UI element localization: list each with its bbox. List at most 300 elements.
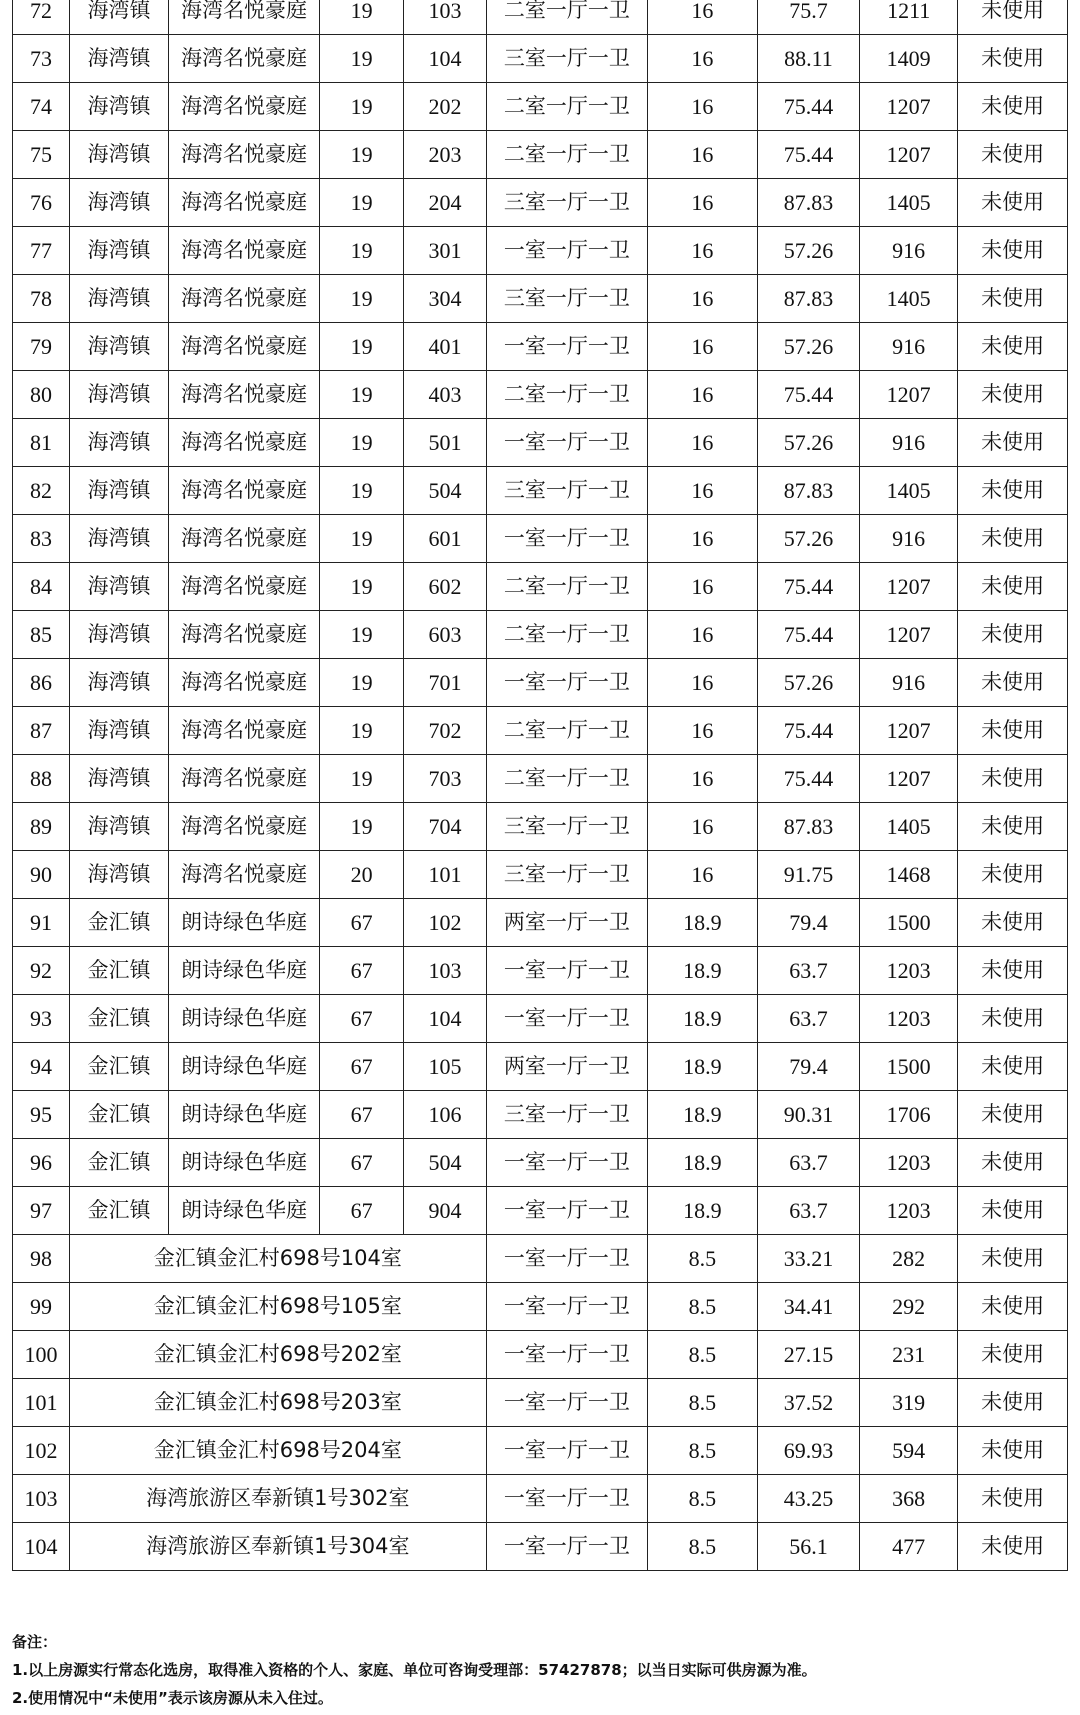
notes-title: 备注：: [12, 1633, 58, 1651]
cell-no: 102: [13, 1427, 70, 1475]
cell-price: 18.9: [648, 899, 758, 947]
cell-layout: 一室一厅一卫: [486, 1379, 647, 1427]
cell-no: 72: [13, 0, 70, 35]
cell-estate: 海湾名悦豪庭: [169, 707, 320, 755]
cell-layout: 两室一厅一卫: [486, 1043, 647, 1091]
cell-building: 19: [319, 323, 403, 371]
cell-no: 100: [13, 1331, 70, 1379]
cell-status: 未使用: [958, 1235, 1068, 1283]
cell-room: 603: [404, 611, 486, 659]
cell-estate: 朗诗绿色华庭: [169, 899, 320, 947]
cell-price: 8.5: [648, 1523, 758, 1571]
cell-area: 87.83: [757, 467, 859, 515]
table-row: [13, 515, 1068, 563]
cell-status: 未使用: [958, 1331, 1068, 1379]
cell-layout: 三室一厅一卫: [486, 851, 647, 899]
table-row: [13, 1235, 1068, 1283]
cell-building: 19: [319, 227, 403, 275]
cell-status: 未使用: [958, 179, 1068, 227]
cell-building: 19: [319, 803, 403, 851]
cell-area: 75.44: [757, 611, 859, 659]
cell-area: 87.83: [757, 179, 859, 227]
cell-building: 19: [319, 419, 403, 467]
cell-status: 未使用: [958, 1283, 1068, 1331]
notes: [12, 1628, 1072, 1712]
cell-no: 77: [13, 227, 70, 275]
cell-town: 海湾镇: [69, 179, 168, 227]
cell-price: 16: [648, 611, 758, 659]
cell-status: 未使用: [958, 227, 1068, 275]
cell-building: 67: [319, 995, 403, 1043]
cell-town: 海湾镇: [69, 659, 168, 707]
cell-price: 16: [648, 323, 758, 371]
cell-price: 8.5: [648, 1235, 758, 1283]
cell-building: 20: [319, 851, 403, 899]
cell-no: 86: [13, 659, 70, 707]
cell-status: 未使用: [958, 659, 1068, 707]
cell-rent: 231: [860, 1331, 958, 1379]
notes-line-1: 1.以上房源实行常态化选房，取得准入资格的个人、家庭、单位可咨询受理部：57427878；以当日实际可供房源为准。: [12, 1661, 817, 1679]
cell-estate: 海湾名悦豪庭: [169, 755, 320, 803]
cell-area: 57.26: [757, 323, 859, 371]
cell-rent: 1405: [860, 467, 958, 515]
cell-price: 16: [648, 371, 758, 419]
cell-estate: 朗诗绿色华庭: [169, 1091, 320, 1139]
cell-area: 75.44: [757, 563, 859, 611]
cell-estate: 朗诗绿色华庭: [169, 1187, 320, 1235]
cell-no: 78: [13, 275, 70, 323]
cell-status: 未使用: [958, 803, 1068, 851]
cell-rent: 319: [860, 1379, 958, 1427]
cell-status: 未使用: [958, 467, 1068, 515]
cell-building: 19: [319, 83, 403, 131]
cell-town: 海湾镇: [69, 563, 168, 611]
cell-layout: 二室一厅一卫: [486, 611, 647, 659]
table-row: [13, 83, 1068, 131]
cell-town: 海湾镇: [69, 275, 168, 323]
cell-town: 海湾镇: [69, 131, 168, 179]
cell-town: 海湾镇: [69, 419, 168, 467]
cell-building: 67: [319, 1187, 403, 1235]
cell-room: 102: [404, 899, 486, 947]
cell-rent: 1405: [860, 179, 958, 227]
cell-town: 海湾镇: [69, 803, 168, 851]
cell-rent: 477: [860, 1523, 958, 1571]
cell-no: 75: [13, 131, 70, 179]
cell-rent: 1500: [860, 899, 958, 947]
cell-estate: 海湾名悦豪庭: [169, 659, 320, 707]
table-row: [13, 1475, 1068, 1523]
cell-no: 104: [13, 1523, 70, 1571]
cell-price: 16: [648, 275, 758, 323]
cell-rent: 916: [860, 515, 958, 563]
cell-no: 87: [13, 707, 70, 755]
cell-rent: 1500: [860, 1043, 958, 1091]
cell-building: 19: [319, 467, 403, 515]
cell-price: 8.5: [648, 1427, 758, 1475]
cell-price: 16: [648, 707, 758, 755]
cell-no: 73: [13, 35, 70, 83]
cell-rent: 1207: [860, 563, 958, 611]
cell-price: 16: [648, 563, 758, 611]
cell-address: 海湾旅游区奉新镇1号302室: [69, 1475, 486, 1523]
cell-area: 63.7: [757, 995, 859, 1043]
table-row: [13, 323, 1068, 371]
cell-room: 105: [404, 1043, 486, 1091]
cell-rent: 1405: [860, 803, 958, 851]
cell-status: 未使用: [958, 1475, 1068, 1523]
cell-building: 19: [319, 371, 403, 419]
cell-town: 海湾镇: [69, 611, 168, 659]
cell-town: 海湾镇: [69, 755, 168, 803]
cell-status: 未使用: [958, 83, 1068, 131]
table-row: [13, 1043, 1068, 1091]
cell-rent: 1468: [860, 851, 958, 899]
table-row: [13, 0, 1068, 35]
cell-area: 87.83: [757, 275, 859, 323]
cell-area: 27.15: [757, 1331, 859, 1379]
table-row: [13, 995, 1068, 1043]
cell-estate: 海湾名悦豪庭: [169, 179, 320, 227]
cell-no: 101: [13, 1379, 70, 1427]
cell-area: 69.93: [757, 1427, 859, 1475]
cell-layout: 一室一厅一卫: [486, 1187, 647, 1235]
cell-estate: 海湾名悦豪庭: [169, 419, 320, 467]
cell-layout: 三室一厅一卫: [486, 803, 647, 851]
cell-area: 79.4: [757, 899, 859, 947]
cell-price: 16: [648, 755, 758, 803]
table-row: [13, 1523, 1068, 1571]
cell-price: 16: [648, 179, 758, 227]
cell-price: 16: [648, 0, 758, 35]
cell-price: 16: [648, 467, 758, 515]
cell-layout: 二室一厅一卫: [486, 0, 647, 35]
cell-status: 未使用: [958, 1091, 1068, 1139]
cell-town: 海湾镇: [69, 851, 168, 899]
cell-room: 904: [404, 1187, 486, 1235]
table-row: [13, 1427, 1068, 1475]
cell-area: 57.26: [757, 515, 859, 563]
cell-no: 91: [13, 899, 70, 947]
cell-layout: 一室一厅一卫: [486, 1283, 647, 1331]
cell-layout: 一室一厅一卫: [486, 1139, 647, 1187]
cell-room: 703: [404, 755, 486, 803]
table-row: [13, 611, 1068, 659]
cell-status: 未使用: [958, 1427, 1068, 1475]
table-row: [13, 947, 1068, 995]
table-row: [13, 1283, 1068, 1331]
cell-no: 90: [13, 851, 70, 899]
cell-town: 海湾镇: [69, 83, 168, 131]
cell-price: 16: [648, 659, 758, 707]
cell-room: 103: [404, 947, 486, 995]
cell-estate: 海湾名悦豪庭: [169, 803, 320, 851]
cell-estate: 海湾名悦豪庭: [169, 83, 320, 131]
cell-town: 海湾镇: [69, 323, 168, 371]
cell-layout: 二室一厅一卫: [486, 707, 647, 755]
cell-town: 金汇镇: [69, 947, 168, 995]
cell-area: 75.44: [757, 371, 859, 419]
table-row: [13, 707, 1068, 755]
cell-status: 未使用: [958, 611, 1068, 659]
cell-area: 33.21: [757, 1235, 859, 1283]
cell-status: 未使用: [958, 131, 1068, 179]
cell-room: 104: [404, 995, 486, 1043]
cell-status: 未使用: [958, 995, 1068, 1043]
cell-estate: 朗诗绿色华庭: [169, 1043, 320, 1091]
cell-status: 未使用: [958, 323, 1068, 371]
cell-no: 84: [13, 563, 70, 611]
cell-rent: 1405: [860, 275, 958, 323]
cell-status: 未使用: [958, 0, 1068, 35]
cell-town: 海湾镇: [69, 707, 168, 755]
cell-rent: 594: [860, 1427, 958, 1475]
notes-line-2: 2.使用情况中“未使用”表示该房源从未入住过。: [12, 1689, 333, 1707]
cell-layout: 一室一厅一卫: [486, 1523, 647, 1571]
cell-price: 16: [648, 419, 758, 467]
cell-room: 403: [404, 371, 486, 419]
cell-layout: 一室一厅一卫: [486, 1475, 647, 1523]
cell-area: 75.7: [757, 0, 859, 35]
cell-no: 93: [13, 995, 70, 1043]
cell-layout: 三室一厅一卫: [486, 467, 647, 515]
cell-price: 8.5: [648, 1283, 758, 1331]
cell-layout: 一室一厅一卫: [486, 227, 647, 275]
cell-town: 金汇镇: [69, 899, 168, 947]
cell-area: 79.4: [757, 1043, 859, 1091]
cell-layout: 二室一厅一卫: [486, 755, 647, 803]
cell-rent: 1203: [860, 995, 958, 1043]
cell-area: 63.7: [757, 1187, 859, 1235]
cell-no: 80: [13, 371, 70, 419]
table-row: [13, 659, 1068, 707]
cell-estate: 海湾名悦豪庭: [169, 515, 320, 563]
cell-address: 金汇镇金汇村698号104室: [69, 1235, 486, 1283]
cell-layout: 二室一厅一卫: [486, 371, 647, 419]
cell-rent: 1207: [860, 83, 958, 131]
cell-estate: 海湾名悦豪庭: [169, 851, 320, 899]
table-row: [13, 803, 1068, 851]
cell-town: 金汇镇: [69, 1187, 168, 1235]
cell-building: 67: [319, 899, 403, 947]
cell-area: 56.1: [757, 1523, 859, 1571]
cell-rent: 1409: [860, 35, 958, 83]
cell-rent: 1207: [860, 131, 958, 179]
cell-room: 504: [404, 1139, 486, 1187]
table-row: [13, 131, 1068, 179]
cell-estate: 海湾名悦豪庭: [169, 563, 320, 611]
cell-building: 67: [319, 947, 403, 995]
table-row: [13, 563, 1068, 611]
cell-area: 90.31: [757, 1091, 859, 1139]
cell-building: 19: [319, 35, 403, 83]
cell-layout: 一室一厅一卫: [486, 323, 647, 371]
cell-room: 106: [404, 1091, 486, 1139]
cell-price: 16: [648, 515, 758, 563]
cell-building: 19: [319, 659, 403, 707]
cell-layout: 二室一厅一卫: [486, 563, 647, 611]
cell-no: 88: [13, 755, 70, 803]
cell-status: 未使用: [958, 515, 1068, 563]
cell-no: 96: [13, 1139, 70, 1187]
cell-price: 16: [648, 227, 758, 275]
cell-area: 63.7: [757, 1139, 859, 1187]
cell-address: 金汇镇金汇村698号202室: [69, 1331, 486, 1379]
cell-building: 67: [319, 1043, 403, 1091]
cell-rent: 1207: [860, 611, 958, 659]
cell-town: 海湾镇: [69, 515, 168, 563]
cell-layout: 一室一厅一卫: [486, 995, 647, 1043]
cell-rent: 292: [860, 1283, 958, 1331]
cell-building: 19: [319, 611, 403, 659]
cell-estate: 海湾名悦豪庭: [169, 371, 320, 419]
cell-room: 104: [404, 35, 486, 83]
cell-rent: 368: [860, 1475, 958, 1523]
cell-price: 18.9: [648, 995, 758, 1043]
table-row: [13, 371, 1068, 419]
cell-no: 103: [13, 1475, 70, 1523]
cell-price: 18.9: [648, 1187, 758, 1235]
cell-building: 19: [319, 0, 403, 35]
cell-room: 304: [404, 275, 486, 323]
cell-room: 501: [404, 419, 486, 467]
cell-building: 67: [319, 1139, 403, 1187]
cell-no: 82: [13, 467, 70, 515]
cell-room: 504: [404, 467, 486, 515]
cell-address: 金汇镇金汇村698号204室: [69, 1427, 486, 1475]
cell-room: 103: [404, 0, 486, 35]
cell-town: 海湾镇: [69, 467, 168, 515]
cell-status: 未使用: [958, 563, 1068, 611]
cell-layout: 三室一厅一卫: [486, 179, 647, 227]
cell-layout: 一室一厅一卫: [486, 1427, 647, 1475]
cell-layout: 两室一厅一卫: [486, 899, 647, 947]
cell-area: 91.75: [757, 851, 859, 899]
cell-rent: 916: [860, 419, 958, 467]
cell-area: 75.44: [757, 755, 859, 803]
cell-area: 63.7: [757, 947, 859, 995]
cell-layout: 一室一厅一卫: [486, 515, 647, 563]
cell-no: 97: [13, 1187, 70, 1235]
cell-status: 未使用: [958, 947, 1068, 995]
cell-layout: 二室一厅一卫: [486, 131, 647, 179]
cell-no: 99: [13, 1283, 70, 1331]
cell-address: 金汇镇金汇村698号105室: [69, 1283, 486, 1331]
cell-area: 75.44: [757, 131, 859, 179]
cell-town: 海湾镇: [69, 0, 168, 35]
cell-estate: 海湾名悦豪庭: [169, 0, 320, 35]
table-row: [13, 275, 1068, 323]
cell-layout: 一室一厅一卫: [486, 659, 647, 707]
cell-rent: 282: [860, 1235, 958, 1283]
cell-area: 87.83: [757, 803, 859, 851]
cell-area: 75.44: [757, 83, 859, 131]
cell-no: 85: [13, 611, 70, 659]
cell-room: 701: [404, 659, 486, 707]
cell-rent: 1203: [860, 947, 958, 995]
cell-price: 8.5: [648, 1331, 758, 1379]
table-row: [13, 1331, 1068, 1379]
cell-layout: 三室一厅一卫: [486, 35, 647, 83]
table-row: [13, 1187, 1068, 1235]
cell-status: 未使用: [958, 1139, 1068, 1187]
cell-price: 16: [648, 35, 758, 83]
cell-status: 未使用: [958, 1523, 1068, 1571]
cell-town: 金汇镇: [69, 995, 168, 1043]
cell-price: 8.5: [648, 1379, 758, 1427]
cell-building: 19: [319, 131, 403, 179]
cell-layout: 一室一厅一卫: [486, 1331, 647, 1379]
cell-estate: 海湾名悦豪庭: [169, 323, 320, 371]
cell-estate: 海湾名悦豪庭: [169, 131, 320, 179]
cell-estate: 朗诗绿色华庭: [169, 1139, 320, 1187]
cell-building: 19: [319, 179, 403, 227]
cell-address: 金汇镇金汇村698号203室: [69, 1379, 486, 1427]
table-row: [13, 35, 1068, 83]
cell-layout: 一室一厅一卫: [486, 419, 647, 467]
cell-area: 75.44: [757, 707, 859, 755]
cell-room: 601: [404, 515, 486, 563]
table-row: [13, 1091, 1068, 1139]
cell-price: 18.9: [648, 1139, 758, 1187]
cell-estate: 海湾名悦豪庭: [169, 611, 320, 659]
cell-rent: 1203: [860, 1187, 958, 1235]
cell-estate: 海湾名悦豪庭: [169, 275, 320, 323]
cell-town: 海湾镇: [69, 371, 168, 419]
cell-status: 未使用: [958, 371, 1068, 419]
cell-status: 未使用: [958, 275, 1068, 323]
cell-building: 67: [319, 1091, 403, 1139]
cell-room: 202: [404, 83, 486, 131]
cell-no: 89: [13, 803, 70, 851]
cell-price: 8.5: [648, 1475, 758, 1523]
cell-layout: 二室一厅一卫: [486, 83, 647, 131]
cell-room: 203: [404, 131, 486, 179]
cell-no: 83: [13, 515, 70, 563]
cell-room: 702: [404, 707, 486, 755]
cell-rent: 1203: [860, 1139, 958, 1187]
cell-status: 未使用: [958, 707, 1068, 755]
cell-price: 18.9: [648, 947, 758, 995]
cell-address: 海湾旅游区奉新镇1号304室: [69, 1523, 486, 1571]
cell-no: 95: [13, 1091, 70, 1139]
cell-no: 79: [13, 323, 70, 371]
table-row: [13, 899, 1068, 947]
cell-town: 金汇镇: [69, 1043, 168, 1091]
cell-rent: 1211: [860, 0, 958, 35]
cell-room: 301: [404, 227, 486, 275]
cell-building: 19: [319, 707, 403, 755]
cell-no: 81: [13, 419, 70, 467]
cell-rent: 1706: [860, 1091, 958, 1139]
cell-layout: 一室一厅一卫: [486, 1235, 647, 1283]
cell-layout: 三室一厅一卫: [486, 1091, 647, 1139]
cell-area: 57.26: [757, 227, 859, 275]
cell-status: 未使用: [958, 419, 1068, 467]
cell-price: 16: [648, 83, 758, 131]
cell-town: 金汇镇: [69, 1139, 168, 1187]
cell-status: 未使用: [958, 1187, 1068, 1235]
cell-price: 16: [648, 851, 758, 899]
cell-status: 未使用: [958, 755, 1068, 803]
cell-no: 92: [13, 947, 70, 995]
cell-area: 88.11: [757, 35, 859, 83]
cell-room: 602: [404, 563, 486, 611]
cell-estate: 朗诗绿色华庭: [169, 947, 320, 995]
cell-room: 704: [404, 803, 486, 851]
cell-status: 未使用: [958, 1379, 1068, 1427]
cell-estate: 海湾名悦豪庭: [169, 467, 320, 515]
